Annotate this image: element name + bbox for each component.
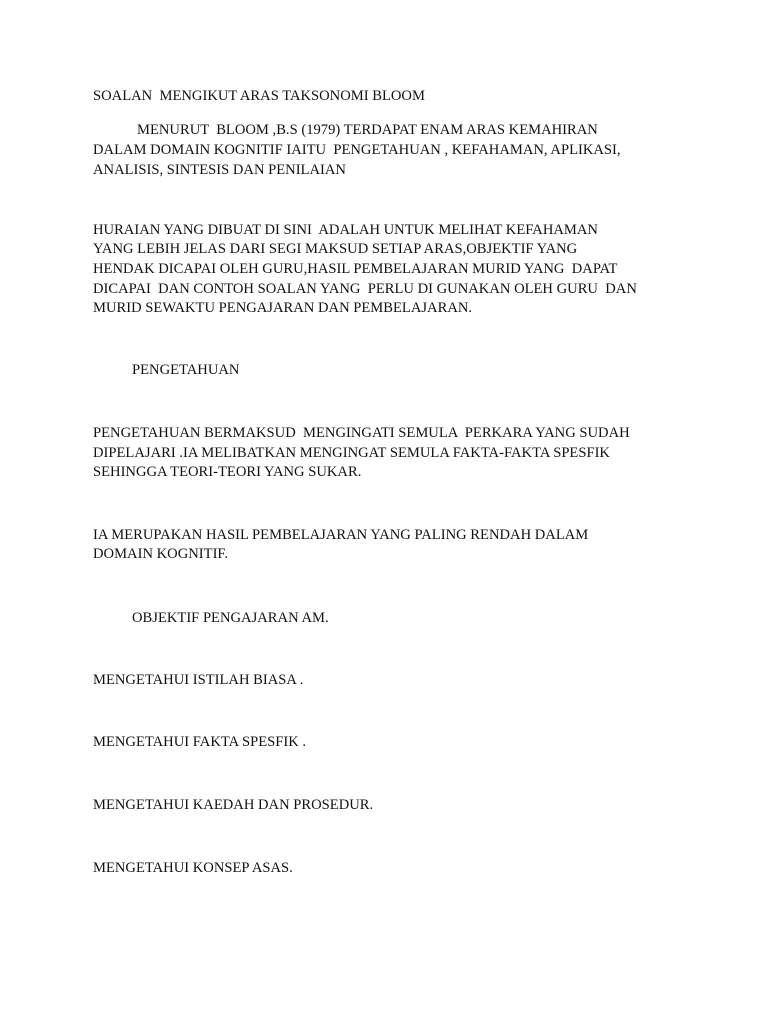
- objective-item: MENGETAHUI FAKTA SPESFIK .: [93, 734, 307, 750]
- objective-item: MENGETAHUI KONSEP ASAS.: [93, 860, 293, 876]
- description-paragraph-line-2: YANG LEBIH JELAS DARI SEGI MAKSUD SETIAP ARAS,OBJEKTIF YANG: [93, 241, 578, 257]
- section-heading-objektif: OBJEKTIF PENGAJARAN AM.: [132, 610, 329, 626]
- intro-paragraph-line-1: MENURUT BLOOM ,B.S (1979) TERDAPAT ENAM ARAS KEMAHIRAN: [137, 122, 598, 138]
- description-paragraph-line-4: DICAPAI DAN CONTOH SOALAN YANG PERLU DI GUNAKAN OLEH GURU DAN: [93, 281, 637, 297]
- objective-item: MENGETAHUI KAEDAH DAN PROSEDUR.: [93, 797, 374, 813]
- document-title: SOALAN MENGIKUT ARAS TAKSONOMI BLOOM: [93, 88, 425, 104]
- definition-paragraph-line-1: PENGETAHUAN BERMAKSUD MENGINGATI SEMULA PERKARA YANG SUDAH: [93, 425, 630, 441]
- outcome-paragraph-line-1: IA MERUPAKAN HASIL PEMBELAJARAN YANG PALING RENDAH DALAM: [93, 527, 589, 543]
- description-paragraph-line-3: HENDAK DICAPAI OLEH GURU,HASIL PEMBELAJARAN MURID YANG DAPAT: [93, 261, 618, 277]
- outcome-paragraph-line-2: DOMAIN KOGNITIF.: [93, 546, 229, 562]
- description-paragraph-line-1: HURAIAN YANG DIBUAT DI SINI ADALAH UNTUK MELIHAT KEFAHAMAN: [93, 222, 598, 238]
- intro-paragraph-line-3: ANALISIS, SINTESIS DAN PENILAIAN: [93, 162, 346, 178]
- objective-item: MENGETAHUI ISTILAH BIASA .: [93, 672, 304, 688]
- definition-paragraph-line-3: SEHINGGA TEORI-TEORI YANG SUKAR.: [93, 464, 362, 480]
- intro-paragraph-line-2: DALAM DOMAIN KOGNITIF IAITU PENGETAHUAN , KEFAHAMAN, APLIKASI,: [93, 142, 621, 158]
- section-heading-pengetahuan: PENGETAHUAN: [132, 362, 240, 378]
- description-paragraph-line-5: MURID SEWAKTU PENGAJARAN DAN PEMBELAJARAN.: [93, 300, 473, 316]
- definition-paragraph-line-2: DIPELAJARI .IA MELIBATKAN MENGINGAT SEMULA FAKTA-FAKTA SPESFIK: [93, 445, 610, 461]
